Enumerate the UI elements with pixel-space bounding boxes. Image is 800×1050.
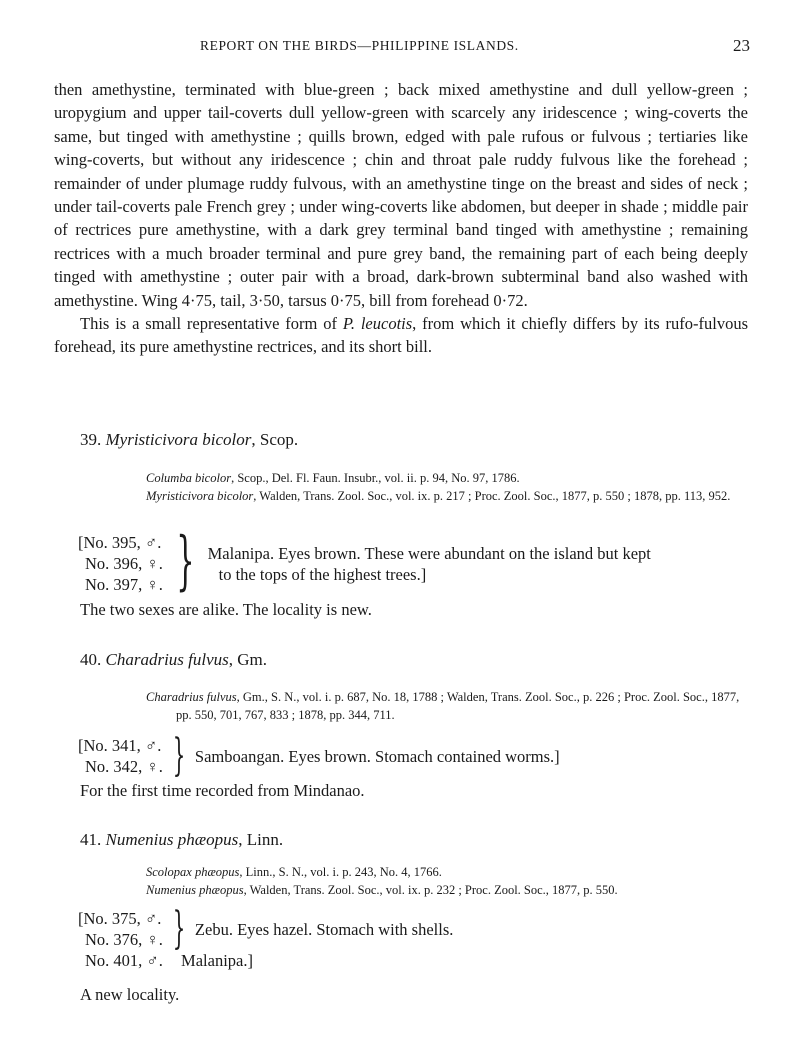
species-number: 40. <box>80 650 102 669</box>
species-remark: For the first time recorded from Mindanao. <box>80 781 365 800</box>
specimen-list <box>78 908 163 950</box>
specimen-block <box>78 523 651 598</box>
specimen-note: Malanipa.] <box>181 951 253 970</box>
reference: Scolopax phæopus, Linn., S. N., vol. i. p. 243, No. 4, 1766. <box>146 865 442 879</box>
specimen-entry: [No. 341, ♂. <box>78 736 162 755</box>
reference: Columba bicolor, Scop., Del. Fl. Faun. Insubr., vol. ii. p. 94, No. 97, 1786. <box>146 471 520 485</box>
specimen-entry: No. 396, ♀. <box>85 554 163 573</box>
species-name: Charadrius fulvus <box>105 650 229 669</box>
species-heading <box>80 650 267 670</box>
specimen-entry: No. 376, ♀. <box>85 930 163 949</box>
grouping-brace: } <box>172 730 186 781</box>
species-heading <box>80 830 283 850</box>
comparison-paragraph: This is a small representative form of P. leucotis, from which it chiefly differs by its rufo-fulvous forehead, its pure amethystine rectrices, and its short bill. <box>54 314 749 357</box>
reference: Numenius phæopus, Walden, Trans. Zool. Soc., vol. ix. p. 232 ; Proc. Zool. Soc., 1877, p. 550. <box>146 883 618 897</box>
grouping-brace: } <box>172 903 186 954</box>
species-name: Myristicivora bicolor <box>105 430 252 449</box>
reference: Myristicivora bicolor, Walden, Trans. Zool. Soc., vol. ix. p. 217 ; Proc. Zool. Soc., 1877, p. 550 ; 1878, pp. 113, 952. <box>146 489 731 503</box>
specimen-block <box>78 903 454 972</box>
species-authority: , Scop. <box>251 430 299 449</box>
specimen-block <box>78 730 560 781</box>
page-number: 23 <box>733 36 750 55</box>
specimen-entry: [No. 395, ♂. <box>78 533 162 552</box>
species-heading <box>80 430 298 450</box>
page-header <box>0 38 800 58</box>
species-remark: A new locality. <box>80 985 180 1004</box>
specimen-note: Zebu. Eyes hazel. Stomach with shells. <box>194 919 454 939</box>
synonymy-references <box>146 863 756 899</box>
species-number: 41. <box>80 830 102 849</box>
specimen-list <box>78 735 163 777</box>
specimen-note: Malanipa. Eyes brown. These were abundant on the island but kept to the tops of the highest trees.] <box>207 543 651 584</box>
species-remark: The two sexes are alike. The locality is new. <box>80 600 372 619</box>
grouping-brace: } <box>176 523 195 598</box>
synonymy-references <box>146 469 756 505</box>
species-authority: , Gm. <box>228 650 268 669</box>
description-text <box>54 78 748 359</box>
specimen-entry: No. 397, ♀. <box>85 575 163 594</box>
specimen-list <box>78 532 163 595</box>
specimen-note: Samboangan. Eyes brown. Stomach contained worms.] <box>194 746 560 766</box>
specimen-entry: No. 401, ♂. <box>85 951 163 970</box>
species-number: 39. <box>80 430 102 449</box>
species-name: Numenius phæopus <box>105 830 239 849</box>
species-reference: P. leucotis <box>342 314 413 334</box>
reference: Charadrius fulvus, Gm., S. N., vol. i. p. 687, No. 18, 1788 ; Walden, Trans. Zool. Soc., p. 226 ; Proc. Zool. Soc., 1877, pp. 550, 701, 767, 833 ; 1878, pp. 344, 711. <box>146 690 740 722</box>
specimen-entry: No. 342, ♀. <box>85 757 163 776</box>
specimen-entry: [No. 375, ♂. <box>78 909 162 928</box>
synonymy-references <box>146 688 756 724</box>
species-authority: , Linn. <box>238 830 284 849</box>
description-paragraph: then amethystine, terminated with blue-green ; back mixed amethystine and dull yellow-green ; uropygium and upper tail-coverts dull yellow-green with scarcely any iridescence ; wing-coverts the same, but tinged with amethystine ; quills brown, edged with pale rufous or fulvous ; tertiaries like wing-coverts, but without any iridescence ; chin and throat pale ruddy fulvous like the forehead ; remainder of under plumage ruddy fulvous, with an amethystine tinge on the breast and sides of neck ; under tail-coverts pale French grey ; under wing-coverts like abdomen, but deeper in shade ; middle pair of rectrices pure amethystine, with a dark grey terminal band tinged with amethystine ; remaining rectrices with a much broader terminal and pure grey band, the remaining part of each being deeply tinged with amethystine ; outer pair with a broad, dark-brown subterminal band also washed with amethystine. Wing 4·75, tail, 3·50, tarsus 0·75, bill from forehead 0·72. <box>54 80 748 310</box>
specimen-extra <box>78 950 453 972</box>
running-title: REPORT ON THE BIRDS—PHILIPPINE ISLANDS. <box>200 38 519 53</box>
